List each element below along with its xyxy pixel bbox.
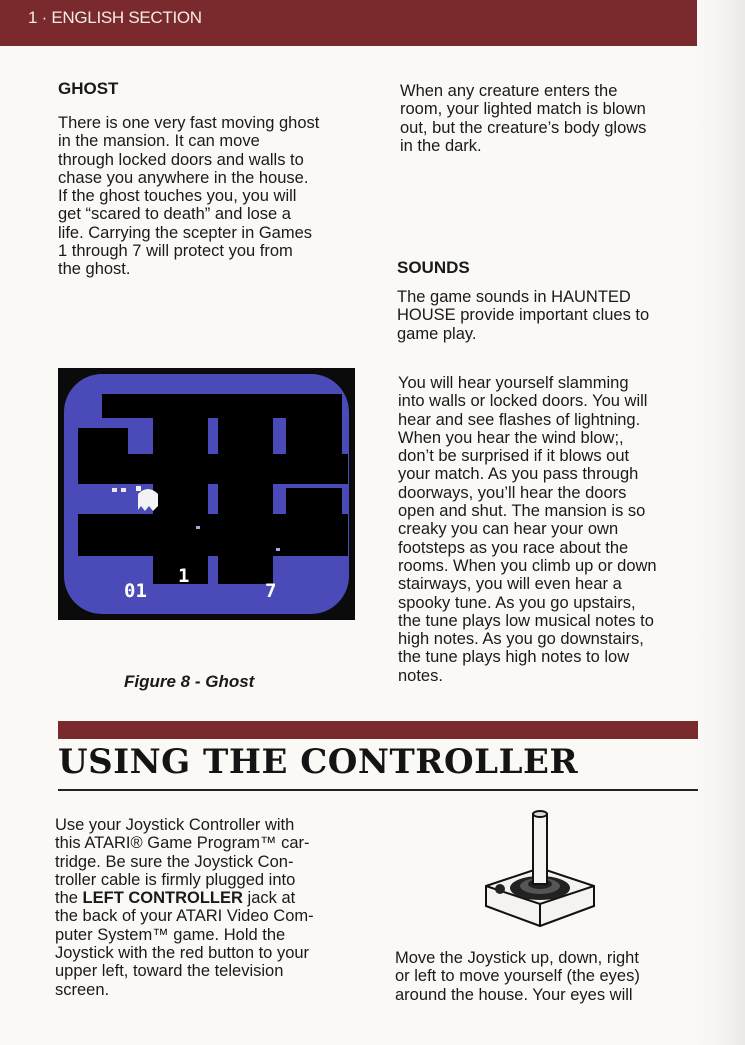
controller-text-end: jack at the back of your ATARI Video Com- puter System™ game. Hold the Joystick with the red button to your upper left, toward the television screen. [55, 889, 314, 999]
ghost-figure-screen [58, 368, 355, 620]
page-edge [697, 0, 745, 1045]
left-controller-label: LEFT CONTROLLER [82, 889, 243, 908]
score-right: 7 [265, 580, 277, 602]
section-header-bar [0, 0, 697, 46]
title-underline [58, 789, 698, 791]
sounds-detail-paragraph: You will hear yourself slamming into walls or locked doors. You will hear and see flashes of lightning. When you hear the wind blow;, don’t be surprised if it blows out your match. As you pass through doorways, you’ll hear the doors open and shut. The mansion is so creaky you can hear your own footsteps as you race about the rooms. When you climb up or down stairways, you will even hear a spooky tune. As you go upstairs, the tune plays low musical notes to high notes. As you go downstairs, the tune plays high notes to low notes. [398, 374, 657, 685]
controller-left-paragraph [55, 816, 314, 999]
game-screen-image [58, 368, 355, 620]
controller-right-paragraph: Move the Joystick up, down, right or left to move yourself (the eyes) around the house. Your eyes will [395, 949, 640, 1004]
figure-caption: Figure 8 - Ghost [124, 672, 255, 691]
sounds-intro-paragraph: The game sounds in HAUNTED HOUSE provide important clues to game play. [397, 288, 650, 343]
ghost-paragraph: There is one very fast moving ghost in the mansion. It can move through locked doors and walls to chase you anywhere in the house. If the ghost touches you, you will get “scared to death” and lose a life. Carrying the scepter in Games 1 through 7 will protect you from the ghost. [58, 114, 320, 279]
joystick-icon [480, 806, 600, 934]
section-divider-band [58, 721, 698, 739]
ghost-heading: GHOST [58, 79, 119, 98]
creature-paragraph: When any creature enters the room, your lighted match is blown out, but the creature’s body glows in the dark. [400, 82, 647, 155]
sounds-heading: SOUNDS [397, 258, 470, 277]
score-middle: 1 [178, 565, 190, 587]
score-left: 01 [124, 580, 147, 602]
section-label: 1 · ENGLISH SECTION [28, 8, 202, 27]
ghost-arm [136, 486, 141, 491]
controller-text-start: Use your Joystick Controller with this ATARI® Game Program™ car- tridge. Be sure the Joystick Con- troller cable is firmly plugged into the [55, 816, 310, 908]
controller-title: USING THE CONTROLLER [58, 742, 579, 782]
